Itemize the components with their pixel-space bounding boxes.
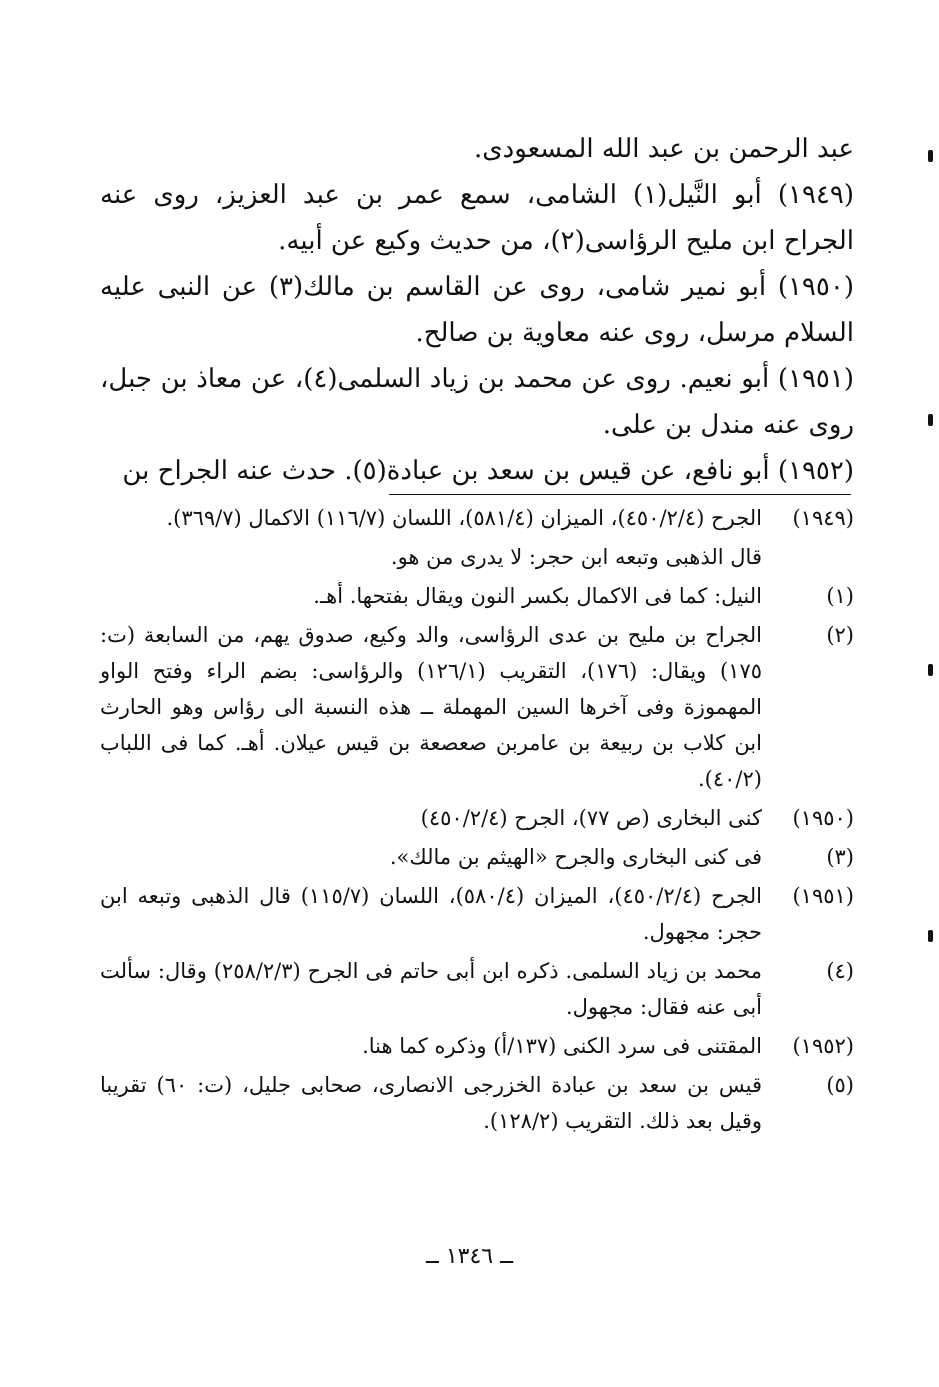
scan-edge-mark: [928, 150, 933, 162]
main-text: [100, 126, 854, 494]
entry-1949: (١٩٤٩) أبو النَّيل(١) الشامى، سمع عمر بن عبد العزيز، روى عنه الجراح ابن مليح الرؤاسى(٢)، من حديث وكيع عن أبيه.: [100, 180, 854, 256]
entry-1950: (١٩٥٠) أبو نمير شامى، روى عن القاسم بن مالك(٣) عن النبى عليه السلام مرسل، روى عنه معاوية بن صالح.: [100, 272, 854, 348]
entry-1952: (١٩٥٢) أبو نافع، عن قيس بن سعد بن عبادة(٥). حدث عنه الجراح بن: [122, 456, 854, 486]
footnote-label: (٢): [826, 623, 854, 647]
footnote-label: (٤): [826, 959, 854, 983]
footnote-label: (١٩٥٢): [792, 1034, 854, 1058]
footnote-label: (٥): [826, 1073, 854, 1097]
scan-edge-mark: [928, 414, 933, 426]
footnote-text: فى كنى البخارى والجرح «الهيثم بن مالك».: [389, 845, 762, 869]
footnote-text: قيس بن سعد بن عبادة الخزرجى الانصارى، صحابى جليل، (ت: ٦٠) تقريبا وقيل بعد ذلك. التقريب (١٢٨/٢).: [100, 1073, 762, 1133]
footnote-row: [100, 878, 854, 950]
footnote-divider: [389, 494, 851, 495]
footnote-row: [100, 1028, 854, 1064]
footnote-label: (١٩٤٩): [792, 506, 854, 530]
footnote-text: النيل: كما فى الاكمال بكسر النون ويقال بفتحها. أهـ.: [313, 584, 762, 608]
footnote-text: الجراح بن مليح بن عدى الرؤاسى، والد وكيع، صدوق يهم، من السابعة (ت: ١٧٥) ويقال: (١٧٦)، التقريب (١٢٦/١) والرؤاسى: بضم الراء وفتح الواو المهموزة وفى آخرها السين المهملة ــ هذه النسبة الى رؤاس وهو الحارث ابن كلاب بن ربيعة بن عامربن صعصعة بن قيس عيلان. أهـ. كما فى اللباب (٤٠/٢).: [100, 623, 763, 791]
footnote-row: [100, 953, 854, 1025]
footnote-text: كنى البخارى (ص ٧٧)، الجرح (٤٥٠/٢/٤): [420, 806, 762, 830]
page-number: ــ ١٣٤٦ ــ: [425, 1244, 514, 1269]
footnote-label: (٣): [826, 845, 854, 869]
footnote-text: قال الذهبى وتبعه ابن حجر: لا يدرى من هو.: [390, 545, 762, 569]
footnote-text: الجرح (٤٥٠/٢/٤)، الميزان (٥٨١/٤)، اللسان (١١٦/٧) الاكمال (٣٦٩/٧).: [166, 506, 762, 530]
entry-1951: (١٩٥١) أبو نعيم. روى عن محمد بن زياد السلمى(٤)، عن معاذ بن جبل، روى عنه مندل بن على.: [100, 364, 854, 440]
scan-edge-mark: [928, 930, 933, 942]
footnote-row: [100, 578, 854, 614]
footnote-row: [100, 839, 854, 875]
footnotes: [100, 500, 854, 1142]
footnote-row: [100, 617, 854, 797]
footnote-row: [100, 1067, 854, 1139]
footnote-label: (١٩٥١): [792, 884, 854, 908]
paragraph: عبد الرحمن بن عبد الله المسعودى.: [474, 134, 854, 164]
footnote-row: [100, 539, 854, 575]
footnote-label: (١): [826, 584, 854, 608]
footnote-text: الجرح (٤٥٠/٢/٤)، الميزان (٥٨٠/٤)، اللسان (١١٥/٧) قال الذهبى وتبعه ابن حجر: مجهول.: [100, 884, 762, 944]
footnote-text: المقتنى فى سرد الكنى (١٣٧/أ) وذكره كما هنا.: [362, 1034, 762, 1058]
footnote-label: (١٩٥٠): [792, 806, 854, 830]
footnote-text: محمد بن زياد السلمى. ذكره ابن أبى حاتم فى الجرح (٢٥٨/٢/٣) وقال: سألت أبى عنه فقال: مجهول.: [100, 959, 762, 1019]
footnote-row: [100, 500, 854, 536]
scan-edge-mark: [928, 664, 933, 676]
footnote-row: [100, 800, 854, 836]
